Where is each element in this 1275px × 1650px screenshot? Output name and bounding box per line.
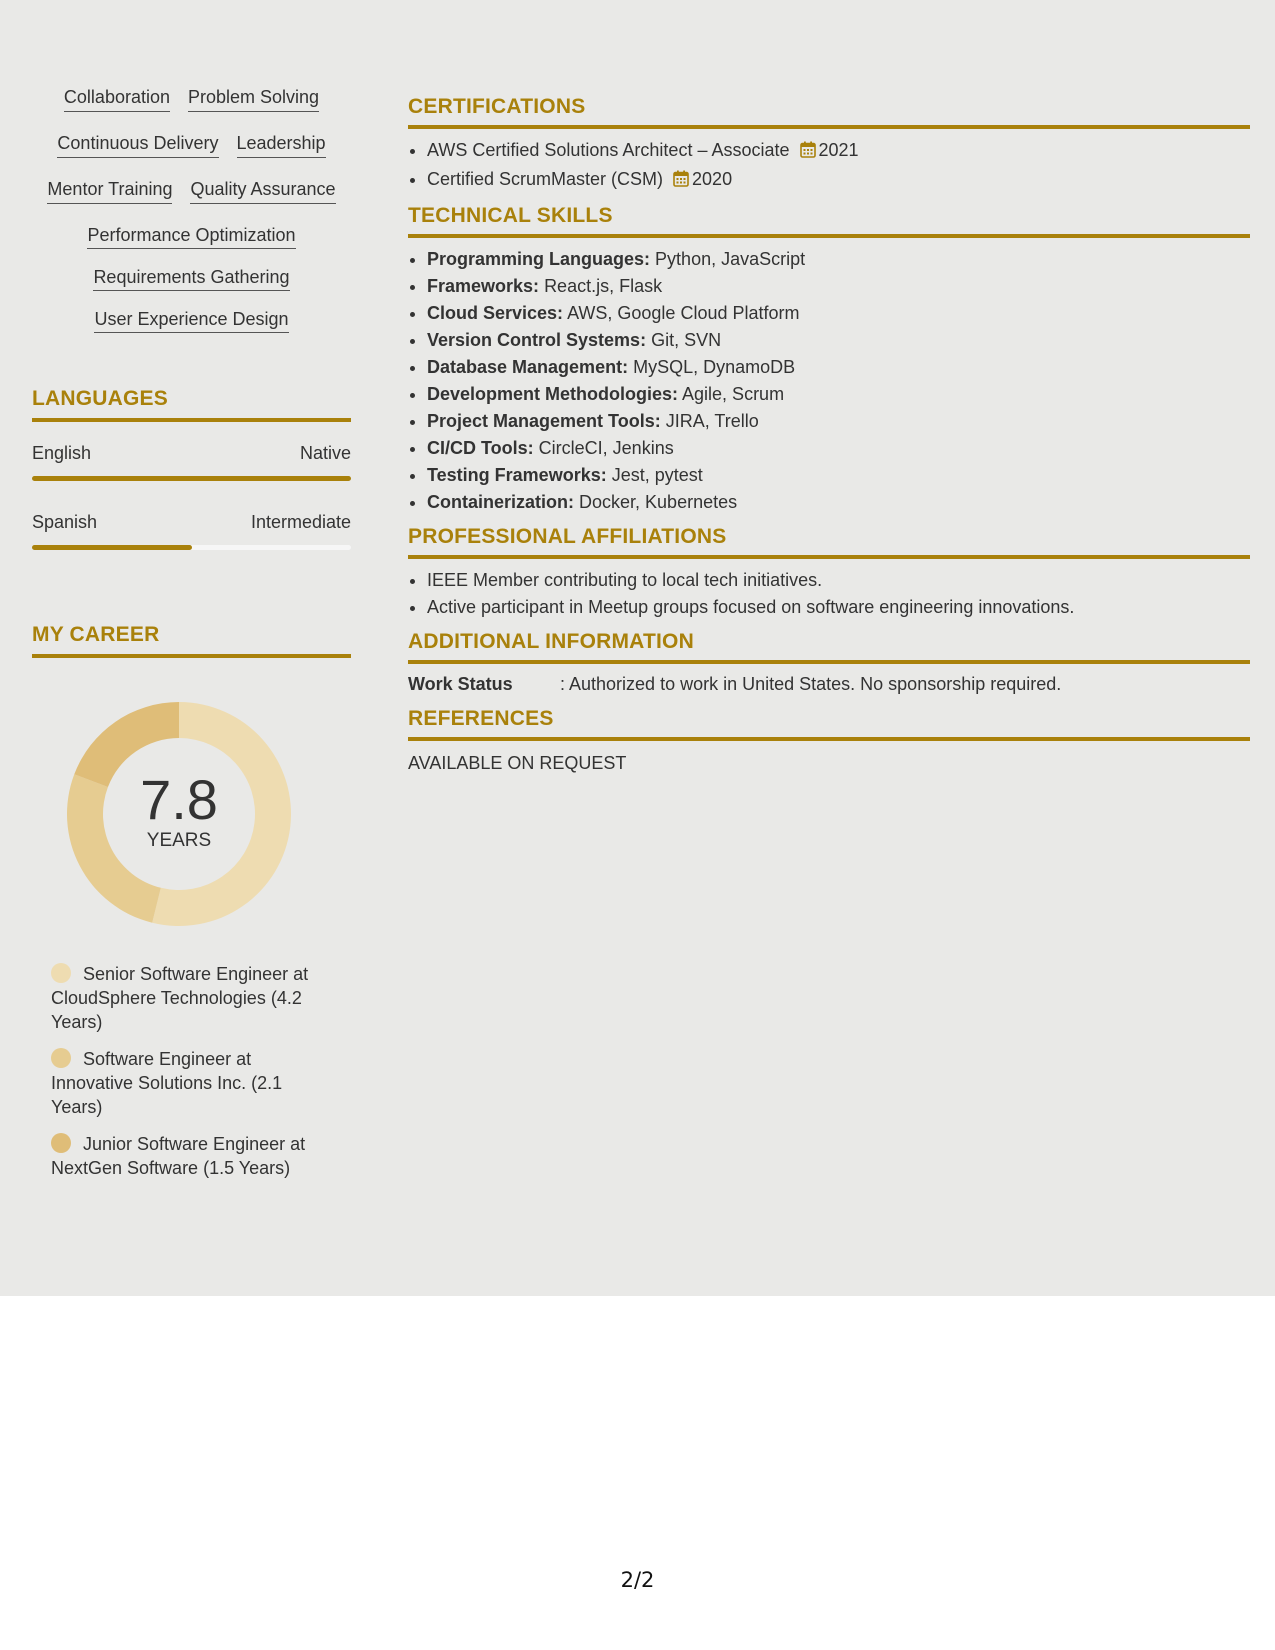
skill-tag: Requirements Gathering xyxy=(93,267,289,291)
skill-tag: Collaboration xyxy=(64,86,170,112)
legend-dot xyxy=(51,1048,71,1068)
additional-info-section xyxy=(408,629,1250,696)
additional-info-heading: ADDITIONAL INFORMATION xyxy=(408,629,1250,664)
career-legend-item xyxy=(51,1047,331,1119)
legend-dot xyxy=(51,963,71,983)
technical-skill-item xyxy=(427,489,1250,516)
skill-category: Development Methodologies: xyxy=(427,384,679,404)
skills-list xyxy=(32,86,351,350)
technical-skill-item xyxy=(427,300,1250,327)
legend-dot xyxy=(51,1133,71,1153)
technical-skill-item xyxy=(427,435,1250,462)
technical-skills-section xyxy=(408,203,1250,516)
skill-tag: Mentor Training xyxy=(47,178,172,204)
career-position-label: Software Engineer at Innovative Solutions Inc. (2.1 Years) xyxy=(51,1049,283,1117)
certification-item xyxy=(427,166,1250,195)
technical-skill-item xyxy=(427,327,1250,354)
language-item xyxy=(32,442,351,481)
career-heading: MY CAREER xyxy=(32,622,351,658)
affiliations-section xyxy=(408,524,1250,621)
career-legend-item xyxy=(51,1132,331,1180)
language-level: Intermediate xyxy=(250,512,351,532)
technical-skill-item xyxy=(427,273,1250,300)
skill-tag: Performance Optimization xyxy=(87,225,295,249)
left-column xyxy=(32,86,351,1193)
calendar-icon xyxy=(673,168,689,195)
references-text: AVAILABLE ON REQUEST xyxy=(408,753,627,773)
skill-category: Programming Languages: xyxy=(427,249,651,269)
skill-values: Agile, Scrum xyxy=(682,384,785,404)
affiliation-item: • IEEE Member contributing to local tech initiatives. xyxy=(427,567,1250,594)
skill-category: Containerization: xyxy=(427,492,574,512)
skill-tag: Leadership xyxy=(237,132,326,158)
work-status-row xyxy=(408,672,1250,696)
affiliations-list xyxy=(408,567,1250,621)
languages-heading: LANGUAGES xyxy=(32,386,351,422)
certification-item xyxy=(427,137,1250,166)
language-name: English xyxy=(32,443,92,463)
technical-skill-item xyxy=(427,246,1250,273)
technical-skills-heading: TECHNICAL SKILLS xyxy=(408,203,1250,238)
career-total-value: 7.8 xyxy=(140,768,218,831)
skill-values: JIRA, Trello xyxy=(665,411,759,431)
certification-year: 2021 xyxy=(818,140,859,160)
work-status-value: : Authorized to work in United States. No sponsorship required. xyxy=(560,674,1062,694)
career-donut-chart xyxy=(67,702,291,926)
language-item xyxy=(32,511,351,550)
skill-category: Frameworks: xyxy=(427,276,540,296)
language-level: Native xyxy=(299,443,351,463)
technical-skills-list xyxy=(408,246,1250,516)
certifications-section xyxy=(408,94,1250,195)
career-section xyxy=(32,622,351,1180)
career-total xyxy=(67,702,291,926)
skill-category: Cloud Services: xyxy=(427,303,564,323)
skill-tag: Quality Assurance xyxy=(190,178,335,204)
skill-category: Project Management Tools: xyxy=(427,411,661,431)
career-legend xyxy=(51,962,331,1180)
skill-tag: Continuous Delivery xyxy=(57,132,218,158)
technical-skill-item xyxy=(427,462,1250,489)
skill-category: CI/CD Tools: xyxy=(427,438,534,458)
skill-category: Database Management: xyxy=(427,357,629,377)
career-position-label: Senior Software Engineer at CloudSphere Technologies (4.2 Years) xyxy=(51,964,309,1032)
skill-values: CircleCI, Jenkins xyxy=(538,438,674,458)
calendar-icon xyxy=(800,139,816,166)
skill-values: React.js, Flask xyxy=(544,276,663,296)
affiliations-heading: PROFESSIONAL AFFILIATIONS xyxy=(408,524,1250,559)
skill-values: MySQL, DynamoDB xyxy=(633,357,796,377)
language-proficiency-bar xyxy=(32,476,351,481)
skill-category: Testing Frameworks: xyxy=(427,465,607,485)
language-proficiency-fill xyxy=(32,545,192,550)
skill-values: Git, SVN xyxy=(651,330,722,350)
skill-tag: User Experience Design xyxy=(94,309,288,333)
skill-values: AWS, Google Cloud Platform xyxy=(567,303,800,323)
right-column xyxy=(408,94,1250,775)
skill-values: Python, JavaScript xyxy=(655,249,806,269)
career-total-unit: YEARS xyxy=(146,830,212,851)
skill-tag-row xyxy=(32,224,351,246)
page-number: 2/2 xyxy=(620,1568,655,1592)
technical-skill-item xyxy=(427,381,1250,408)
references-heading: REFERENCES xyxy=(408,706,1250,741)
language-proficiency-bar xyxy=(32,545,351,550)
career-position-label: Junior Software Engineer at NextGen Software (1.5 Years) xyxy=(51,1134,306,1178)
skill-tag: Problem Solving xyxy=(188,86,319,112)
certification-year: 2020 xyxy=(692,169,733,189)
languages-section xyxy=(32,386,351,550)
language-proficiency-fill xyxy=(32,476,351,481)
skill-values: Jest, pytest xyxy=(611,465,703,485)
career-legend-item xyxy=(51,962,331,1034)
skill-tag-row xyxy=(32,308,351,330)
technical-skill-item xyxy=(427,408,1250,435)
certification-name: AWS Certified Solutions Architect – Associate xyxy=(427,140,790,160)
references-section xyxy=(408,706,1250,775)
certification-name: Certified ScrumMaster (CSM) xyxy=(427,169,664,189)
skill-tag-row xyxy=(32,266,351,288)
technical-skill-item xyxy=(427,354,1250,381)
language-name: Spanish xyxy=(32,512,98,532)
skill-values: Docker, Kubernetes xyxy=(579,492,738,512)
affiliation-item: • Active participant in Meetup groups focused on software engineering innovations. xyxy=(427,594,1250,621)
skill-category: Version Control Systems: xyxy=(427,330,647,350)
work-status-label: Work Status xyxy=(408,674,513,694)
certifications-list xyxy=(408,137,1250,195)
certifications-heading: CERTIFICATIONS xyxy=(408,94,1250,129)
